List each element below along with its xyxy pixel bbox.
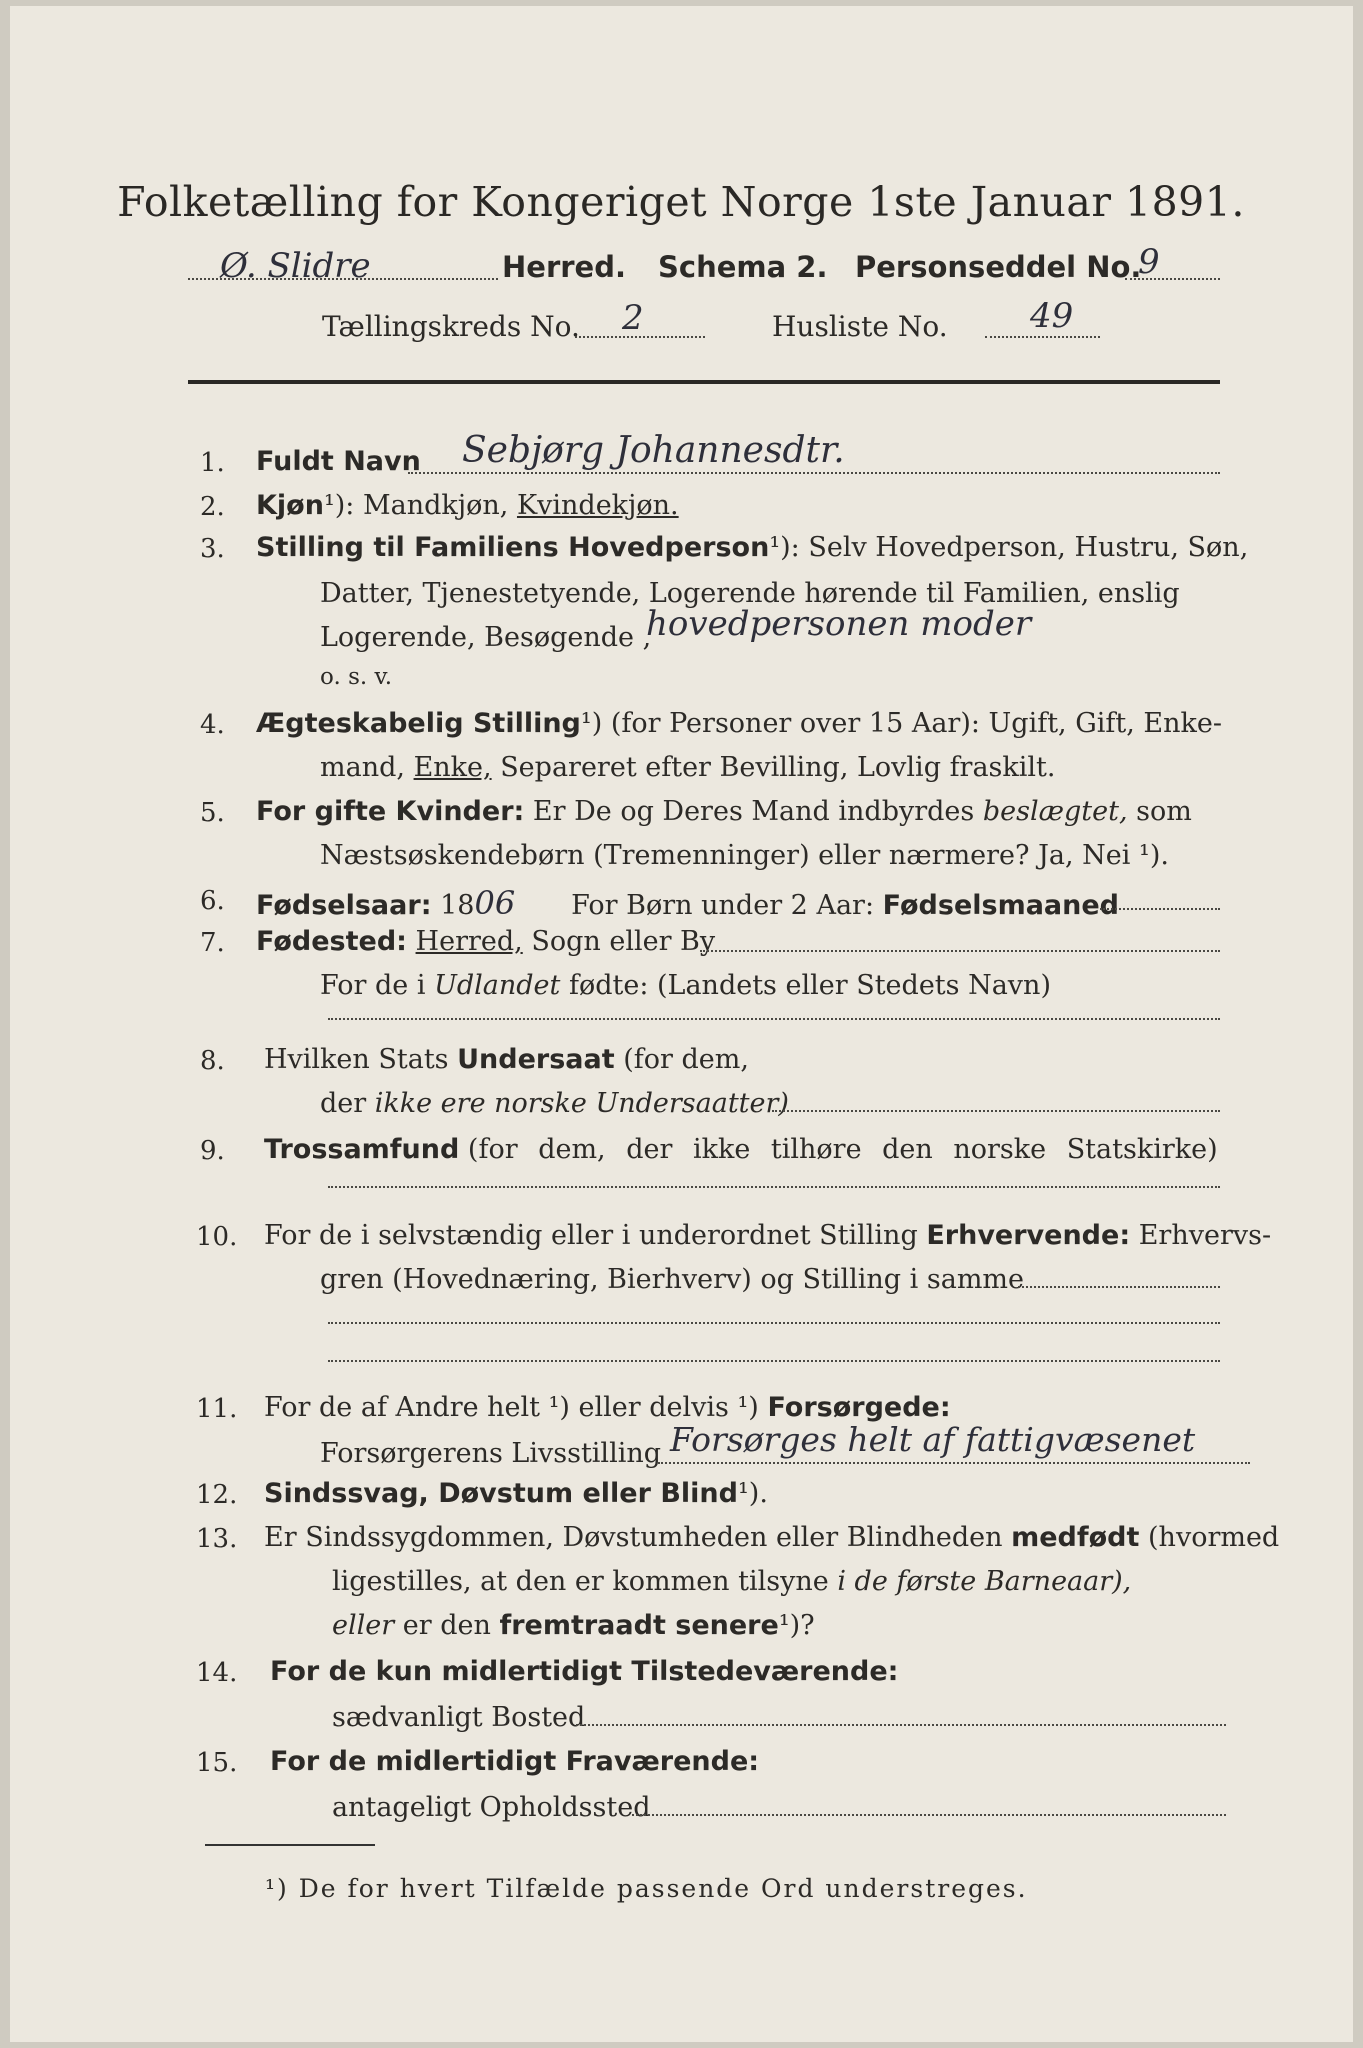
question-text: i de første Barneaar), — [837, 1566, 1132, 1597]
question-label: medfødt — [1011, 1522, 1140, 1553]
congenital-line-2 — [332, 1566, 1131, 1597]
herred-dots — [188, 278, 498, 280]
item-number: 14. — [196, 1658, 238, 1688]
question-text: Udlandet — [434, 970, 561, 1001]
question-text: Er Sindssygdommen, Døvstumheden eller Blindheden — [264, 1522, 1003, 1553]
question-text: Forsørgerens Livsstilling — [320, 1438, 662, 1469]
item-number: 6. — [200, 886, 225, 916]
answer-dots — [328, 1018, 1220, 1020]
abroad-line — [320, 970, 1051, 1001]
kreds-label: Tællingskreds No. — [322, 310, 580, 343]
item-number: 9. — [200, 1136, 225, 1166]
question-label: Fødselsaar: — [256, 890, 432, 921]
question-label: Kjøn — [256, 490, 324, 521]
question-text: For Børn under 2 Aar: — [571, 890, 875, 921]
question-label: Trossamfund — [264, 1134, 460, 1165]
gender-line — [256, 490, 679, 521]
question-text: (hvormed — [1148, 1522, 1280, 1553]
census-form-page — [10, 6, 1353, 2042]
support-line-1 — [264, 1392, 951, 1423]
footnote: ¹) De for hvert Tilfælde passende Ord understreges. — [265, 1874, 1028, 1903]
question-label: Fødested: — [256, 926, 407, 957]
question-text: ligestilles, at den er kommen tilsyne — [332, 1566, 829, 1597]
question-text: eller — [332, 1610, 395, 1641]
citizenship-line-1 — [264, 1044, 749, 1075]
question-text: beslægtet, — [982, 796, 1128, 827]
answer-dots — [328, 1186, 1220, 1188]
item-number: 4. — [200, 710, 225, 740]
personseddel-dots — [1125, 278, 1220, 280]
marital-line-2 — [320, 752, 1055, 783]
question-text: er den — [402, 1610, 491, 1641]
question-text: gren (Hovednæring, Bierhverv) og Stilling i samme — [320, 1264, 1025, 1295]
husliste-value: 49 — [1030, 296, 1074, 336]
question-text: Næstsøskendebørn (Tremenninger) eller nærmere? Ja, Nei ¹). — [320, 840, 1169, 871]
birthplace-line — [256, 926, 715, 957]
item-number: 8. — [200, 1046, 225, 1076]
answer-dots — [632, 1814, 1226, 1816]
question-label: Sindssvag, Døvstum eller Blind — [264, 1478, 738, 1509]
question-text: antageligt Opholdssted — [332, 1792, 651, 1823]
header-rule — [188, 380, 1220, 384]
question-label: For de midlertidigt Fraværende: — [270, 1746, 760, 1777]
birthyear-value: 06 — [474, 884, 516, 922]
question-text: For de af Andre helt ¹) eller delvis ¹) — [264, 1392, 759, 1423]
question-text: ikke ere norske Undersaatter) — [374, 1088, 789, 1119]
item-number: 5. — [200, 798, 225, 828]
item-number: 7. — [200, 928, 225, 958]
marital-option-selected: Enke, — [413, 752, 492, 783]
question-label: For de kun midlertidigt Tilstedeværende: — [270, 1656, 899, 1687]
item-number: 2. — [200, 492, 225, 522]
marital-line-1 — [256, 708, 1222, 739]
question-text: Er De og Deres Mand indbyrdes — [532, 796, 975, 827]
item-number: 12. — [196, 1480, 238, 1510]
question-label: Stilling til Familiens Hovedperson — [256, 532, 770, 563]
question-label: Fuldt Navn — [256, 446, 421, 477]
question-text: som — [1136, 796, 1192, 827]
question-text: o. s. v. — [320, 664, 393, 690]
question-text: der — [320, 1088, 367, 1119]
position-line-1 — [256, 532, 1248, 563]
question-text: (for dem, — [623, 1044, 749, 1075]
citizenship-line-2 — [320, 1088, 789, 1119]
question-text: mand, — [320, 752, 405, 783]
question-text: For de i selvstændig eller i underordnet Stilling — [264, 1220, 918, 1251]
answer-dots — [1018, 1286, 1220, 1288]
birthplace-option-selected: Herred, — [415, 926, 523, 957]
answer-dots — [576, 1724, 1226, 1726]
question-label: fremtraadt senere — [499, 1610, 779, 1641]
question-text: Datter, Tjenestetyende, Logerende hørende til Familien, enslig — [320, 578, 1180, 609]
religion-line — [264, 1134, 1218, 1165]
husliste-dots — [985, 336, 1100, 338]
question-text: fødte: (Landets eller Stedets Navn) — [568, 970, 1051, 1001]
item-number: 11. — [196, 1394, 238, 1424]
herred-label: Herred. — [502, 250, 626, 284]
kreds-value: 2 — [622, 298, 644, 338]
answer-dots — [408, 472, 1220, 474]
question-text: sædvanligt Bosted — [332, 1702, 586, 1733]
item-number: 13. — [196, 1524, 238, 1554]
personseddel-label: Personseddel No. — [855, 250, 1142, 284]
item-number: 3. — [200, 534, 225, 564]
herred-line — [190, 246, 371, 286]
question-text: ¹): Selv Hovedperson, Hustru, Søn, — [769, 532, 1249, 563]
footnote-rule — [205, 1844, 375, 1846]
full-name-value: Sebjørg Johannesdtr. — [462, 430, 845, 471]
related-line-1 — [256, 796, 1192, 827]
position-value: hovedpersonen moder — [646, 604, 1032, 644]
question-text: ¹) (for Personer over 15 Aar): Ugift, Gift, Enke- — [580, 708, 1222, 739]
question-label: Undersaat — [457, 1044, 615, 1075]
kreds-dots — [575, 336, 705, 338]
form-title: Folketælling for Kongeriget Norge 1ste Januar 1891. — [117, 178, 1245, 226]
question-label: For gifte Kvinder: — [256, 796, 525, 827]
item-number: 15. — [196, 1748, 238, 1778]
occupation-line-1 — [264, 1220, 1271, 1251]
personseddel-value: 9 — [1138, 242, 1160, 282]
question-text: ¹)? — [778, 1610, 815, 1641]
answer-dots — [328, 1322, 1220, 1324]
schema-label: Schema 2. — [658, 250, 828, 284]
provider-occupation-value: Forsørges helt af fattigvæsenet — [670, 1420, 1196, 1459]
husliste-label: Husliste No. — [772, 310, 948, 343]
question-text: Hvilken Stats — [264, 1044, 449, 1075]
gender-option-selected: Kvindekjøn. — [516, 490, 679, 521]
item-number: 10. — [196, 1222, 238, 1252]
question-label: Forsørgede: — [767, 1392, 951, 1423]
question-label: Erhvervende: — [926, 1220, 1131, 1251]
answer-dots — [772, 1110, 1220, 1112]
question-text: Separeret efter Bevilling, Lovlig fraskilt. — [500, 752, 1056, 783]
answer-dots — [328, 1360, 1220, 1362]
answer-dots — [658, 1462, 1250, 1464]
answer-dots — [700, 950, 1220, 952]
question-text: (for dem, der ikke tilhøre den norske Statskirke) — [467, 1134, 1218, 1165]
question-text: Sogn eller By — [531, 926, 716, 957]
question-text: ¹): Mandkjøn, — [323, 490, 509, 521]
congenital-line-1 — [264, 1522, 1279, 1553]
question-text: ¹). — [737, 1478, 768, 1509]
question-label: Ægteskabelig Stilling — [256, 708, 581, 739]
congenital-line-3 — [332, 1610, 815, 1641]
question-label: Fødselsmaaned — [882, 890, 1120, 921]
question-text: For de i — [320, 970, 426, 1001]
disability-line — [264, 1478, 768, 1509]
question-text: 18 — [440, 890, 475, 921]
birthyear-line — [256, 884, 1119, 922]
herred-value: Ø. Slidre — [220, 246, 371, 286]
question-text: Logerende, Besøgende , — [320, 622, 652, 653]
item-number: 1. — [200, 448, 225, 478]
question-text: Erhvervs- — [1138, 1220, 1272, 1251]
answer-dots — [1100, 908, 1220, 910]
